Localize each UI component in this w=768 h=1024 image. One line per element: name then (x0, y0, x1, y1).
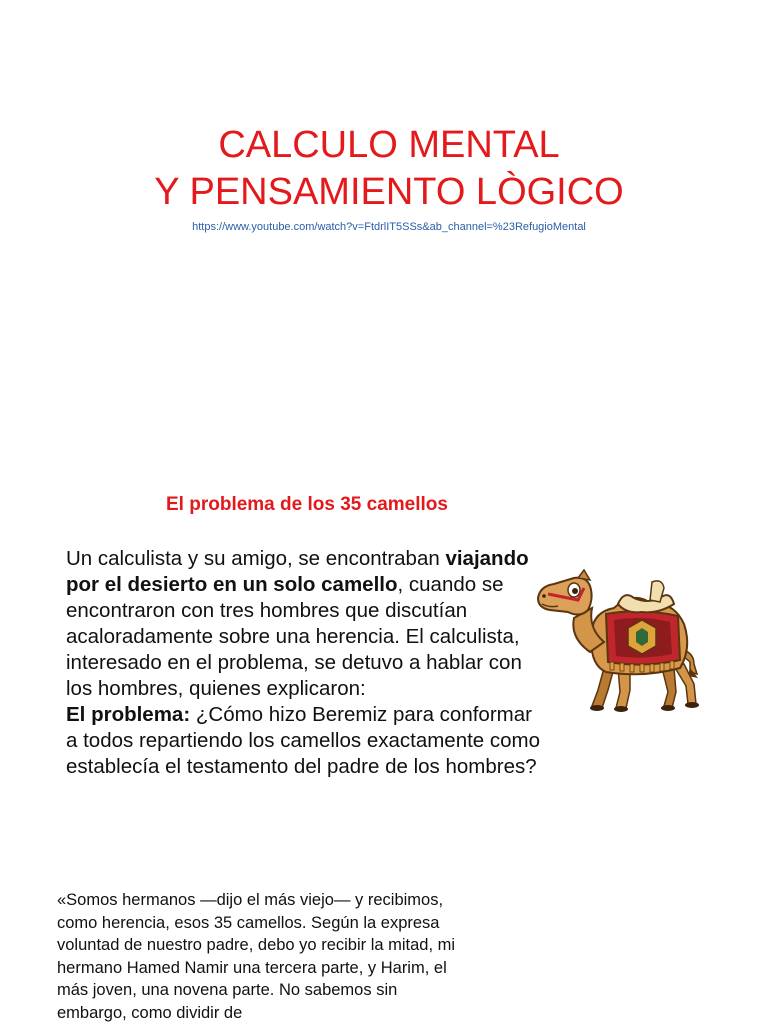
paragraph-text-1: Un calculista y su amigo, se encontraban (66, 547, 446, 570)
problem-subtitle: El problema de los 35 camellos (166, 494, 448, 515)
paragraph-text-3: ¿Cómo hizo Beremiz para conformar a todos repartiendo los camellos exactamente como establecía el testamento del padre de los hombres? (66, 703, 541, 778)
paragraph-bold-1: viajando por el desierto en un solo camello (66, 547, 529, 596)
title-line-1: CALCULO MENTAL (218, 124, 560, 166)
quote-paragraph: «Somos hermanos —dijo el más viejo— y recibimos, como herencia, esos 35 camellos. Según la expresa voluntad de nuestro padre, debo yo recibir la mitad, mi hermano Hamed Namir una tercera parte, y Harim, el más joven, una novena parte. No sabemos sin embargo, como dividir de (57, 891, 456, 1022)
page-title (0, 122, 768, 216)
camel-illustration (534, 568, 702, 718)
title-line-2: Y PENSAMIENTO LÒGICO (154, 171, 624, 213)
youtube-link[interactable]: https://www.youtube.com/watch?v=FtdrlIT5SSs&ab_channel=%23RefugioMental (192, 221, 586, 233)
paragraph-text-2: , cuando se encontraron con tres hombres que discutían acaloradamente sobre una herencia. El calculista, interesado en el problema, se detuvo a hablar con los hombres, quienes explicaron: (66, 573, 522, 700)
problem-paragraph (66, 546, 546, 780)
paragraph-bold-2: El problema: (66, 703, 191, 726)
